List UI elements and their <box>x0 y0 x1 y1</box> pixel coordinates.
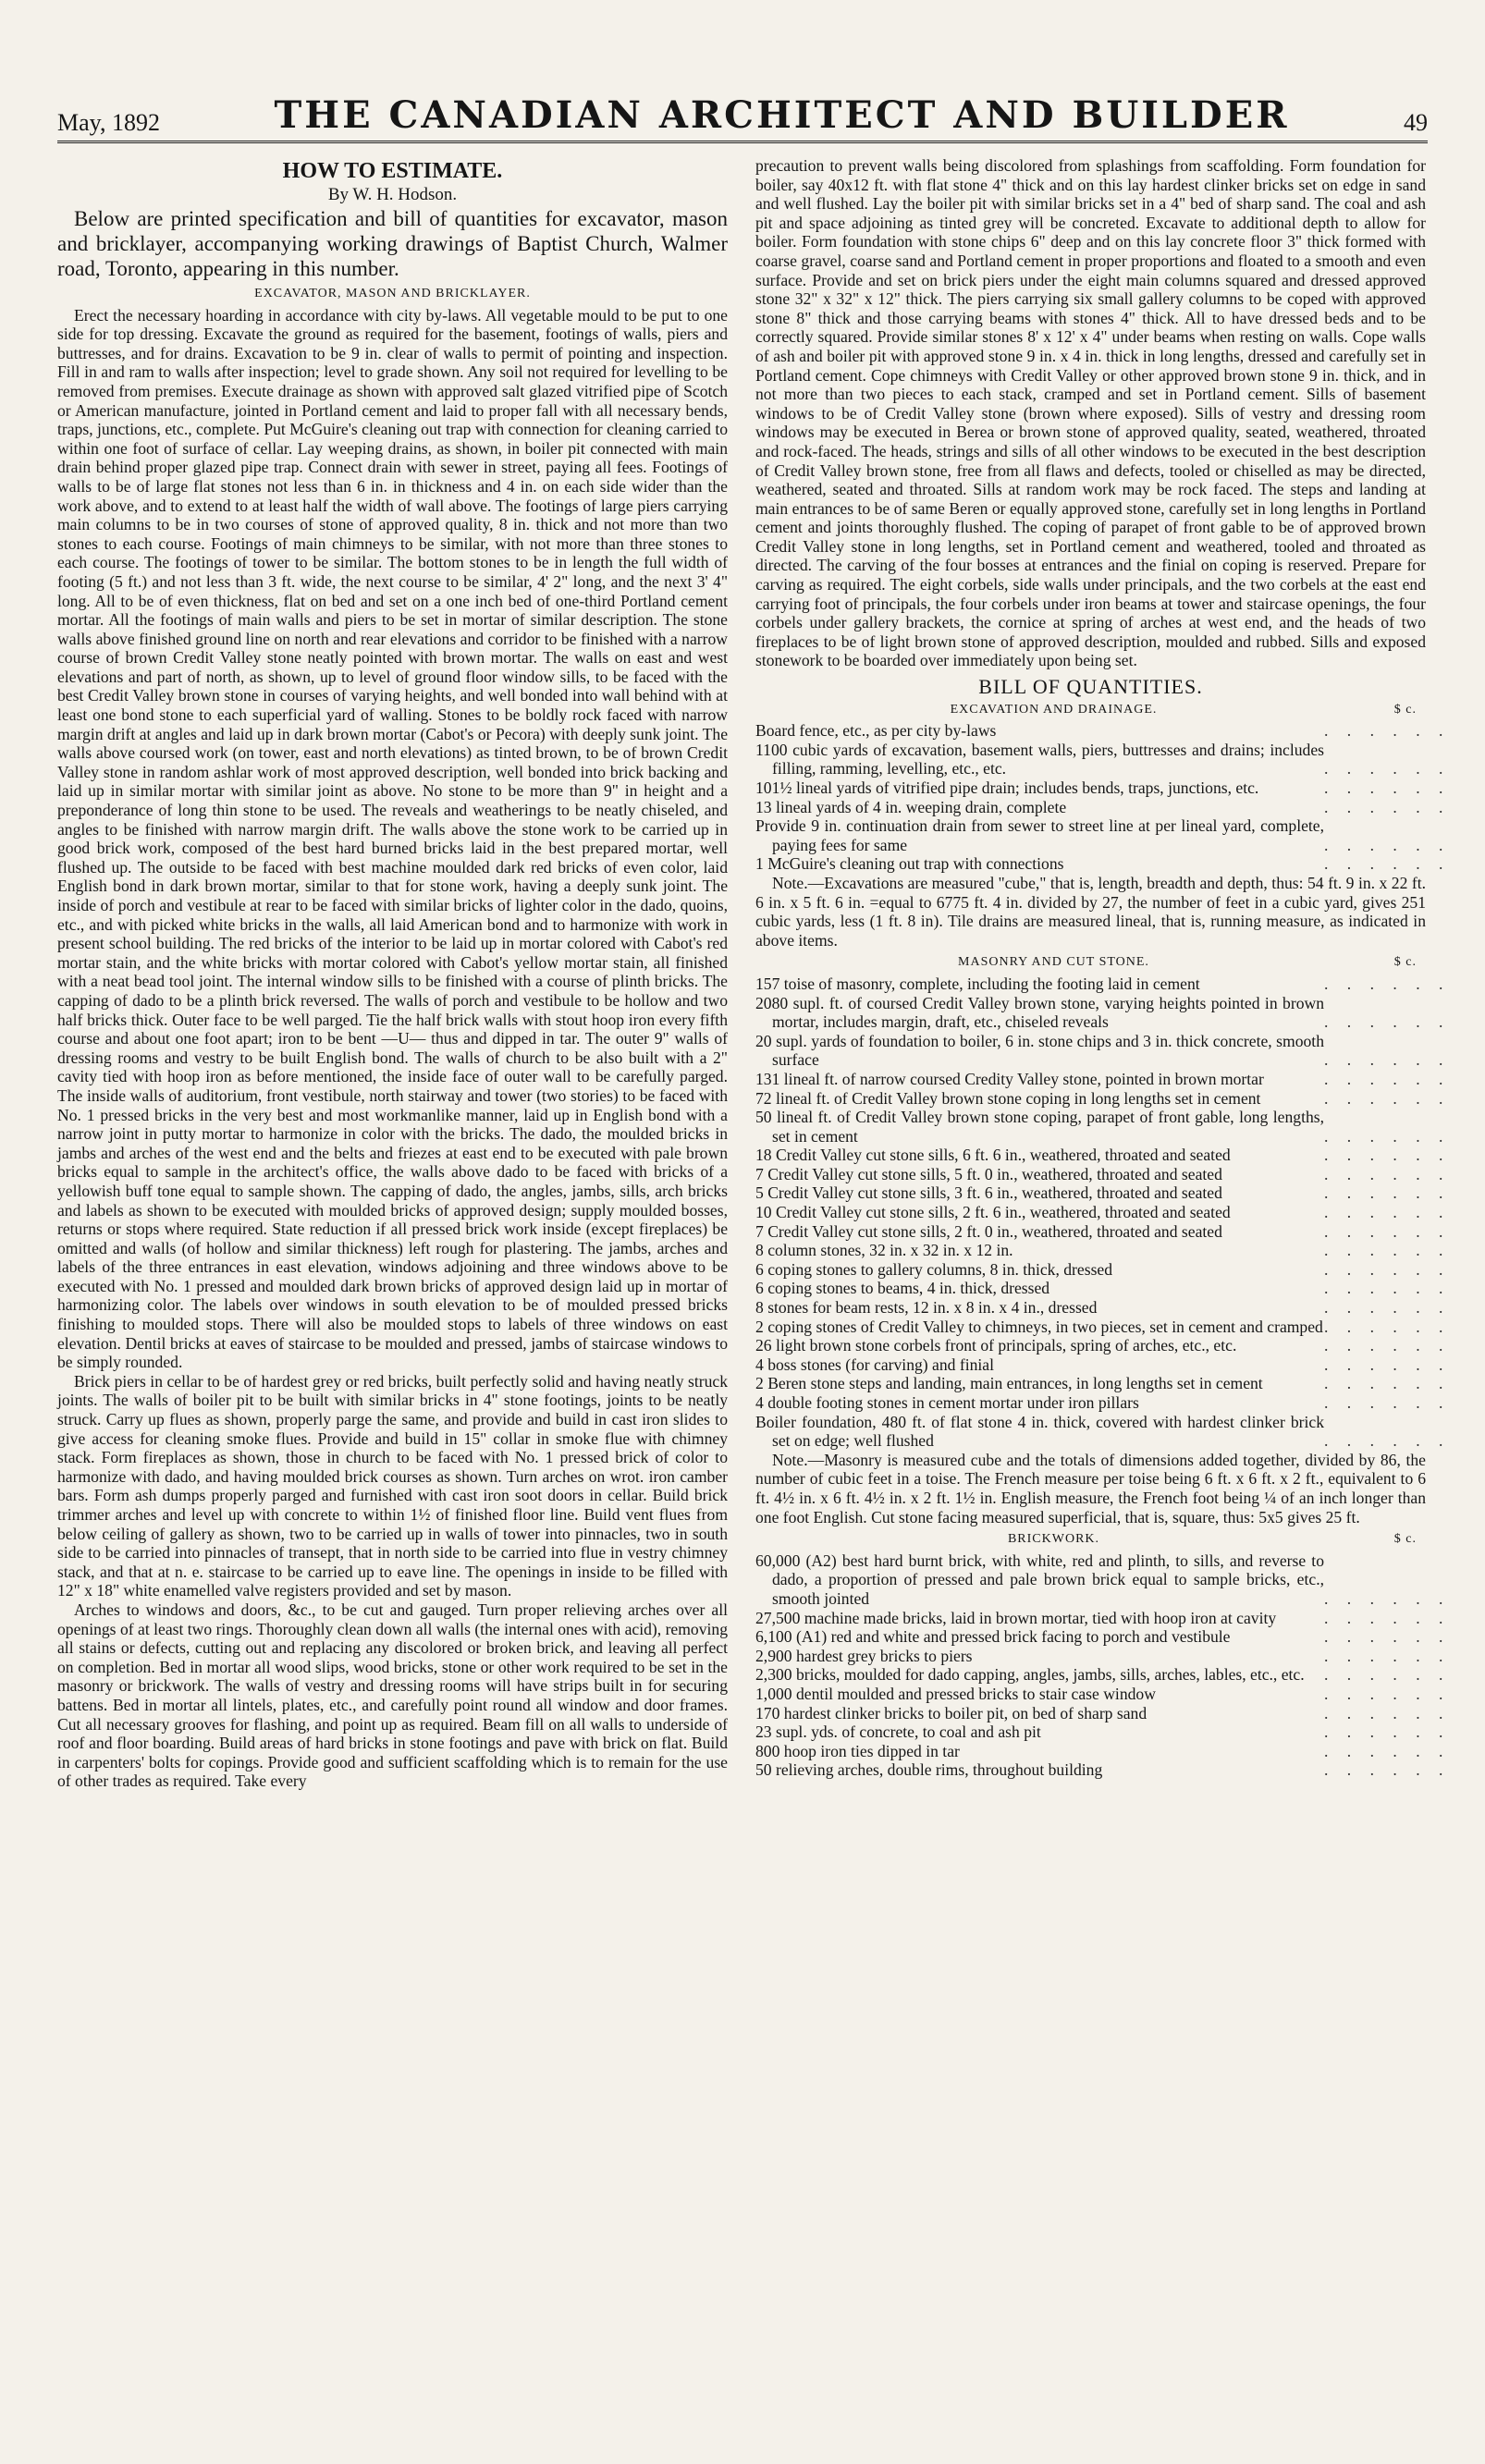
leader-dots: . . . . . . <box>1324 1069 1451 1088</box>
masthead <box>57 92 1428 143</box>
leader-dots: . . . . . . <box>1324 1627 1451 1647</box>
bill-item-text: 2 Beren stone steps and landing, main entrances, in long lengths set in cement <box>755 1374 1263 1393</box>
bill-item-text: 23 supl. yds. of concrete, to coal and ash pit <box>755 1722 1041 1742</box>
leader-dots: . . . . . . <box>1324 1203 1451 1222</box>
excavation-items <box>755 721 1451 874</box>
bill-item <box>755 1031 1451 1070</box>
leader-dots: . . . . . . <box>1324 1393 1451 1412</box>
bill-item <box>755 1336 1451 1355</box>
spec-paragraph: Brick piers in cellar to be of hardest grey or red bricks, built perfectly solid and having neatly struck joints. The walls of boiler pit to be built with similar bricks in 4" stone footings, joints to be neatly struck. Carry up flues as shown, properly parge the same, and provide and build in cast iron slides to give access for cleaning smoke flues. Provide and build in 15" collar in smoke flue with chimney stack. Form fireplaces as shown, those in church to be faced with No. 1 pressed brick of color to harmonize with dado, and having moulded brick courses as shown. Turn arches on wrot. iron camber bars. Form ash dumps properly parged and furnished with cast iron soot doors in cellar. Build brick trimmer arches and level up with concrete to within 1½ of finished floor line. Build vent flues from below ceiling of gallery as shown, two to be carried up in walls of tower into pinnacles, two in south side to be carried into pinnacles of transept, that in north side to be carried into flue in vestry chimney stack, and that at n. e. staircase to be carried up to eave line. The openings in inside to be filled with 12" x 18" white enamelled valve registers provided and set by mason. <box>57 1371 728 1600</box>
right-column <box>755 156 1451 1791</box>
bill-item <box>755 1355 1451 1375</box>
leader-dots: . . . . . . <box>1324 1012 1451 1032</box>
leader-dots: . . . . . . <box>1324 1298 1451 1318</box>
bill-item-text: 157 toise of masonry, complete, including the footing laid in cement <box>755 974 1200 993</box>
leader-dots: . . . . . . <box>1324 1684 1451 1703</box>
leader-dots: . . . . . . <box>1324 1126 1451 1146</box>
bill-item-text: 2080 supl. ft. of coursed Credit Valley brown stone, varying heights pointed in brown mortar, includes margin, draft, etc., chiseled reveals <box>755 993 1324 1032</box>
bill-item <box>755 1298 1451 1318</box>
leader-dots: . . . . . . <box>1324 854 1451 874</box>
bill-item <box>755 1551 1451 1609</box>
money-columns-label: $ c. <box>1393 702 1417 717</box>
leader-dots: . . . . . . <box>1324 721 1451 741</box>
bill-item <box>755 1741 1451 1761</box>
bill-item-text: 6 coping stones to beams, 4 in. thick, dressed <box>755 1279 1050 1298</box>
leader-dots: . . . . . . <box>1324 1221 1451 1241</box>
article-title: HOW TO ESTIMATE. <box>282 159 503 183</box>
brickwork-items <box>755 1551 1451 1780</box>
bill-item-text: 7 Credit Valley cut stone sills, 5 ft. 0 in., weathered, throated and seated <box>755 1164 1222 1183</box>
bill-item-text: 27,500 machine made bricks, laid in brown mortar, tied with hoop iron at cavity <box>755 1608 1277 1627</box>
bill-item <box>755 721 1451 741</box>
section-heading: EXCAVATOR, MASON AND BRICKLAYER. <box>254 287 531 300</box>
bill-item-text: 20 supl. yards of foundation to boiler, 6 in. stone chips and 3 in. thick concrete, smooth surface <box>755 1031 1324 1070</box>
leader-dots: . . . . . . <box>1324 1164 1451 1183</box>
bill-item <box>755 1627 1451 1647</box>
bill-item <box>755 974 1451 994</box>
leader-dots: . . . . . . <box>1324 1703 1451 1722</box>
bill-item-text: Board fence, etc., as per city by-laws <box>755 721 997 741</box>
columns <box>57 156 1451 1791</box>
leader-dots: . . . . . . <box>1324 1146 1451 1165</box>
bill-item <box>755 816 1451 854</box>
bill-item <box>755 1722 1451 1742</box>
excavation-note: Note.—Excavations are measured "cube," that is, length, breadth and depth, thus: 54 ft. 9 in. x 22 ft. 6 in. x 5 ft. 6 in. =equal to 6775 ft. 4 in. divided by 27, the number of feet in a cubic yard, gives 251 cubic yards, less (1 ft. 8 in). Tile drains are measured lineal, that is, running measure, as indicated in above items. <box>755 873 1426 950</box>
bill-item <box>755 854 1451 874</box>
leader-dots: . . . . . . <box>1324 1336 1451 1355</box>
bill-item-text: 2,900 hardest grey bricks to piers <box>755 1646 973 1665</box>
bill-item <box>755 1608 1451 1628</box>
byline: By W. H. Hodson. <box>327 185 458 204</box>
bill-item-text: 18 Credit Valley cut stone sills, 6 ft. 6 in., weathered, throated and seated <box>755 1146 1231 1165</box>
bill-item-text: 1,000 dentil moulded and pressed bricks to stair case window <box>755 1684 1156 1703</box>
bill-item-text: 1100 cubic yards of excavation, basement walls, piers, buttresses and drains; includes filling, ramming, levelling, etc., etc. <box>755 740 1324 778</box>
bill-section-heading: BRICKWORK. $ c. <box>755 1530 1426 1550</box>
bill-item-text: 1 McGuire's cleaning out trap with connections <box>755 854 1064 874</box>
leader-dots: . . . . . . <box>1324 1183 1451 1203</box>
bill-item-text: 72 lineal ft. of Credit Valley brown stone coping in long lengths set in cement <box>755 1088 1261 1108</box>
bill-item <box>755 1703 1451 1723</box>
bill-item <box>755 1374 1451 1393</box>
bill-item-text: 6,100 (A1) red and white and pressed brick facing to porch and vestibule <box>755 1627 1231 1647</box>
leader-dots: . . . . . . <box>1324 1665 1451 1685</box>
bill-item-text: 50 relieving arches, double rims, throughout building <box>755 1760 1103 1780</box>
bill-item-text: Boiler foundation, 480 ft. of flat stone 4 in. thick, covered with hardest clinker brick set on edge; well flushed <box>755 1412 1324 1451</box>
bill-item-text: 7 Credit Valley cut stone sills, 2 ft. 0 in., weathered, throated and seated <box>755 1221 1222 1241</box>
bill-item-text: 6 coping stones to gallery columns, 8 in. thick, dressed <box>755 1259 1113 1279</box>
bill-item-text: 13 lineal yards of 4 in. weeping drain, complete <box>755 797 1067 816</box>
bill-title: BILL OF QUANTITIES. <box>978 675 1203 699</box>
bill-item <box>755 1183 1451 1203</box>
bill-item <box>755 1088 1451 1109</box>
bill-item-text: 2,300 bricks, moulded for dado capping, angles, jambs, sills, arches, lables, etc., etc. <box>755 1665 1305 1685</box>
leader-dots: . . . . . . <box>1324 1241 1451 1260</box>
bill-item-text: 170 hardest clinker bricks to boiler pit, on bed of sharp sand <box>755 1703 1148 1722</box>
bill-item-text: 101½ lineal yards of vitrified pipe drain; includes bends, traps, junctions, etc. <box>755 778 1259 797</box>
bill-item <box>755 797 1451 817</box>
issue-date: May, 1892 <box>57 109 160 136</box>
bill-item-text: 5 Credit Valley cut stone sills, 3 ft. 6 in., weathered, throated and seated <box>755 1183 1222 1203</box>
bill-item <box>755 1665 1451 1685</box>
bill-item-text: 8 stones for beam rests, 12 in. x 8 in. x 4 in., dressed <box>755 1298 1098 1318</box>
bill-item-text: 60,000 (A2) best hard burnt brick, with white, red and plinth, to sills, and reverse to dado, a proportion of pressed and pale brown brick equal to sample bricks, etc., smooth jointed <box>755 1551 1324 1608</box>
bill-item <box>755 1164 1451 1184</box>
leader-dots: . . . . . . <box>1324 1317 1451 1336</box>
leader-dots: . . . . . . <box>1324 1722 1451 1742</box>
bill-section-heading: MASONRY AND CUT STONE. $ c. <box>755 953 1426 973</box>
bill-item-text: 10 Credit Valley cut stone sills, 2 ft. 6 in., weathered, throated and seated <box>755 1203 1231 1222</box>
leader-dots: . . . . . . <box>1324 1050 1451 1070</box>
bill-item <box>755 1108 1451 1146</box>
bill-item <box>755 1241 1451 1260</box>
spec-paragraph: Erect the necessary hoarding in accordance with city by-laws. All vegetable mould to be put to one side for top dressing. Excavate the ground as required for the basement, footings of walls, piers and buttresses, and for drains. Excavation to be 9 in. clear of walls to permit of pointing and inspection. Fill in and ram to walls after inspection; level to grade shown. Any soil not required for levelling to be removed from premises. Execute drainage as shown with approved salt glazed vitrified pipe of Scotch or American manufacture, jointed in Portland cement and laid to proper fall with all necessary bends, traps, junctions, etc., complete. Put McGuire's cleaning out trap with connection for cleaning carried to within one foot of surface of cellar. Lay weeping drains, as shown, in boiler pit connected with main drain behind proper glazed pipe trap. Connect drain with sewer in street, paying all fees. Footings of walls to be of large flat stones not less than 6 in. in thickness and 4 in. on each side wider than the work above, and to extend to at least half the width of wall above. The footings of large piers carrying main columns to be in two courses of stone of approved quality, 8 in. thick and not more than two stones to each course. Footings of main chimneys to be similar, with not more than three stones to each course. The footings of tower to be similar. The bottom stones to be in length the full width of footing (5 ft.) and not less than 3 ft. wide, the next course to be similar, 4' 2" long, and the next 3' 4" long. All to be of even thickness, flat on bed and set on a one inch bed of one-third Portland cement mortar. All the footings of main walls and piers to be set in mortar of similar description. The stone walls above finished ground line on north and rear elevations and corridor to be finished with a narrow course of brown Credit Valley stone neatly pointed with brown mortar. The walls on east and west elevations and part of north, as shown, up to level of ground floor window sills, to be faced with the best Credit Valley brown stone in courses of varying heights, and well bonded into wall behind with at least one bond stone to each superficial yard of walling. Stones to be boldly rock faced with narrow margin drift at angles and laid up in dark brown mortar (Cabot's or Pecora) with deeply sunk joint. The walls above coursed work (on tower, east and north elevations) as tinted brown, to be of brown Credit Valley stone in random ashlar work of most approved description, well bonded into brick backing and laid up in similar mortar with similar joint as above. No stone to be more than 9" in height and a preponderance of long thin stone to be used. The reveals and weatherings to be neatly chiseled, and angles to be finished with narrow margin drift. The walls above the stone work to be carried up in good brick work, composed of the best hard burned bricks laid in the best prepared mortar, well flushed up. The outside to be faced with best machine moulded dark red bricks of even color, laid English bond in dark brown mortar, similar to that for stone work, having a deeply sunk joint. The inside of porch and vestibule at rear to be faced with similar bricks of lighter color in the dado, quoins, etc., and with picked white bricks in the walls, all laid American bond and to harmonize with work in present school building. The red bricks of the interior to be laid up in mortar colored with Cabot's red mortar stain, and the white bricks with mortar colored with Cabot's yellow mortar stain, all finished with a neat bead tool joint. The internal window sills to be finished with a course of plinth bricks. The capping of dado to be a plinth brick reversed. The walls of porch and vestibule to be hollow and two half bricks thick. Outer face to be well parged. Tie the half brick walls with stout hoop iron every fifth course and about one foot apart; iron to be bent ―U― thus and dipped in tar. The outer 9" walls of dressing rooms and vestry to be built English bond. The walls of church to be also built with a 2" cavity tied with hoop iron as before mentioned, the inside face of outer wall to be carefully parged. The inside walls of auditorium, front vestibule, north stairway and tower (two stories) to be faced with No. 1 pressed bricks in the very best and most workmanlike manner, laid up in English bond with a narrow joint in putty mortar to harmonize in color with the bricks. The dado, the moulded bricks in jambs and arches of the west end and the belts and friezes at east end to be executed with pale brown bricks equal to sample in the architect's office, the walls above dado to be faced with bricks of a yellowish buff tone equal to sample shown. The capping of dado, the angles, jambs, sills, arch bricks and labels as shown to be executed with moulded bricks of approved design; supply moulded bosses, returns or stops where required. State reduction if all pressed brick work inside (except fireplaces) be omitted and walls (of hollow and similar thickness) left rough for plastering. The jambs, arches and labels of the three entrances in east elevation, windows adjoining and three windows above to be executed with No. 1 pressed and moulded dark brown bricks of approved design laid up in mortar of harmonizing color. The labels over windows in south elevation to be of moulded pressed bricks finishing to moulded stops. There will also be moulded stops to labels of three windows on east elevation. Dentil bricks at eaves of staircase to be moulded and pressed, jambs of staircase windows to be simply rounded. <box>57 305 728 1372</box>
leader-dots: . . . . . . <box>1324 778 1451 797</box>
bill-section-heading: EXCAVATION AND DRAINAGE. $ c. <box>755 701 1426 720</box>
bill-item-text: 800 hoop iron ties dipped in tar <box>755 1741 960 1760</box>
bill-item-text: 8 column stones, 32 in. x 32 in. x 12 in. <box>755 1241 1013 1260</box>
bill-item <box>755 1393 1451 1413</box>
publication-title: THE CANADIAN ARCHITECT AND BUILDER <box>274 93 1290 137</box>
leader-dots: . . . . . . <box>1324 974 1451 993</box>
bill-item-text: 2 coping stones of Credit Valley to chimneys, in two pieces, set in cement and cramped <box>755 1317 1323 1336</box>
leader-dots: . . . . . . <box>1324 1741 1451 1760</box>
bill-item <box>755 1646 1451 1666</box>
leader-dots: . . . . . . <box>1324 1431 1451 1451</box>
leader-dots: . . . . . . <box>1324 1374 1451 1393</box>
leader-dots: . . . . . . <box>1324 1760 1451 1780</box>
bill-item <box>755 1412 1451 1451</box>
left-column <box>57 156 728 1791</box>
bill-item <box>755 1203 1451 1222</box>
bill-item-text: 131 lineal ft. of narrow coursed Credity Valley stone, pointed in brown mortar <box>755 1069 1264 1088</box>
bill-item <box>755 1760 1451 1780</box>
leader-dots: . . . . . . <box>1324 797 1451 816</box>
bill-item <box>755 1069 1451 1089</box>
intro-paragraph: Below are printed specification and bill of quantities for excavator, mason and bricklayer, accompanying working drawings of Baptist Church, Walmer road, Toronto, appearing in this number. <box>57 207 728 280</box>
page-number: 49 <box>1404 109 1428 136</box>
spec-paragraph-continued: precaution to prevent walls being discolored from splashings from scaffolding. Form foundation for boiler, say 40x12 ft. with flat stone 4" thick and on this lay hardest clinker bricks set on edge in sand and well flushed. Lay the boiler pit with similar bricks set in a 4" bed of sharp sand. The coal and ash pit and space adjoining as tinted grey will be concreted. Excavate to additional depth to allow for boiler. Form foundation with stone chips 6" deep and on this lay concrete floor 3" thick formed with coarse gravel, coarse sand and Portland cement in proper proportions and floated to a smooth and even surface. Provide and set on brick piers under the eight main columns squared and dressed approved stone 32" x 32" x 12" thick. The piers carrying six small gallery columns to be coped with approved stone 8" thick and those carrying beams with stones 4" thick. All to have dressed beds and to be correctly squared. Provide similar stones 8' x 12' x 4" under beams when resting on walls. Cope walls of ash and boiler pit with approved stone 9 in. x 4 in. thick in long lengths, dressed and carefully set in Portland cement. Cope chimneys with Credit Valley or other approved brown stone 9 in. thick, and in not more than two pieces to each stack, cramped and set in Portland cement. Sills of basement windows to be of Credit Valley stone (brown where exposed). Sills of vestry and dressing room windows may be executed in Berea or brown stone of approved quality, seated, weathered, throated and rock-faced. The heads, strings and sills of all other windows to be executed in the best description of Credit Valley brown stone, free from all flaws and defects, tooled or chiselled as may be directed, weathered, seated and throated. Sills at random work may be rock faced. The steps and landing at main entrances to be of same Beren or equally approved stone, carefully set in long lengths in Portland cement and joints thoroughly flushed. The coping of parapet of front gable to be of approved brown Credit Valley stone in long lengths, set in Portland cement and weathered, tooled and throated as directed. The carving of the four bosses at entrances and the finial on coping is reserved. Prepare for carving as required. The eight corbels, side walls under principals, and the two corbels at the east end carrying foot of principals, the four corbels under iron beams at tower and staircase openings, the four corbels under gallery brackets, the cornice at spring of arches at west end, and the heads of two fireplaces to be of light brown stone of approved description, moulded and rubbed. Sills and exposed stonework to be boarded over immediately upon being set. <box>755 156 1426 670</box>
bill-item <box>755 778 1451 798</box>
leader-dots: . . . . . . <box>1324 1279 1451 1298</box>
bill-item-text: 4 boss stones (for carving) and finial <box>755 1355 994 1374</box>
leader-dots: . . . . . . <box>1324 835 1451 854</box>
bill-item <box>755 1221 1451 1242</box>
leader-dots: . . . . . . <box>1324 1588 1451 1608</box>
money-columns-label: $ c. <box>1393 955 1417 970</box>
bill-item <box>755 1146 1451 1165</box>
leader-dots: . . . . . . <box>1324 1259 1451 1279</box>
leader-dots: . . . . . . <box>1324 759 1451 778</box>
bill-item-text: 4 double footing stones in cement mortar under iron pillars <box>755 1393 1139 1412</box>
bill-item-text: 50 lineal ft. of Credit Valley brown stone coping, parapet of front gable, long lengths, set in cement <box>755 1108 1324 1146</box>
money-columns-label: $ c. <box>1393 1532 1417 1547</box>
spec-paragraph: Arches to windows and doors, &c., to be cut and gauged. Turn proper relieving arches over all openings of at least two rings. Thoroughly clean down all walls (the internal ones with acid), removing all stains or defects, cutting out and replacing any discolored or broken brick, and leaving all perfect on completion. Bed in mortar all wood slips, wood bricks, stone or other work required to be set in the masonry or brickwork. The walls of vestry and dressing rooms will have strips built in for securing battens. Bed in mortar all lintels, plates, etc., and carefully point round all window and door frames. Cut all necessary grooves for flashing, and point up as required. Beam fill on all walls to underside of roof and floor boarding. Build areas of hard bricks in stone footings and pave with brick on flat. Build in carpenters' bolts for copings. Provide good and sufficient scaffolding which is to remain for the use of other trades as required. Take every <box>57 1600 728 1791</box>
leader-dots: . . . . . . <box>1324 1608 1451 1627</box>
bill-item <box>755 740 1451 778</box>
bill-item <box>755 1317 1451 1337</box>
leader-dots: . . . . . . <box>1324 1646 1451 1665</box>
masonry-note: Note.—Masonry is measured cube and the totals of dimensions added together, divided by 86, the number of cubic feet in a toise. The French measure per toise being 6 ft. x 6 ft. x 2 ft., equivalent to 6 ft. 4½ in. x 6 ft. 4½ in. x 2 ft. 1½ in. English measure, the French foot being ¼ of an inch longer than one foot English. Cut stone facing measured superficial, that is, square, thus: 5x5 gives 25 ft. <box>755 1450 1426 1526</box>
leader-dots: . . . . . . <box>1324 1355 1451 1374</box>
bill-item-text: 26 light brown stone corbels front of principals, spring of arches, etc., etc. <box>755 1336 1237 1355</box>
bill-item <box>755 1684 1451 1704</box>
bill-item-text: Provide 9 in. continuation drain from sewer to street line at per lineal yard, complete, paying fees for same <box>755 816 1324 854</box>
bill-item <box>755 1259 1451 1280</box>
masonry-items <box>755 974 1451 1451</box>
leader-dots: . . . . . . <box>1324 1088 1451 1108</box>
bill-item <box>755 993 1451 1032</box>
bill-item <box>755 1279 1451 1298</box>
